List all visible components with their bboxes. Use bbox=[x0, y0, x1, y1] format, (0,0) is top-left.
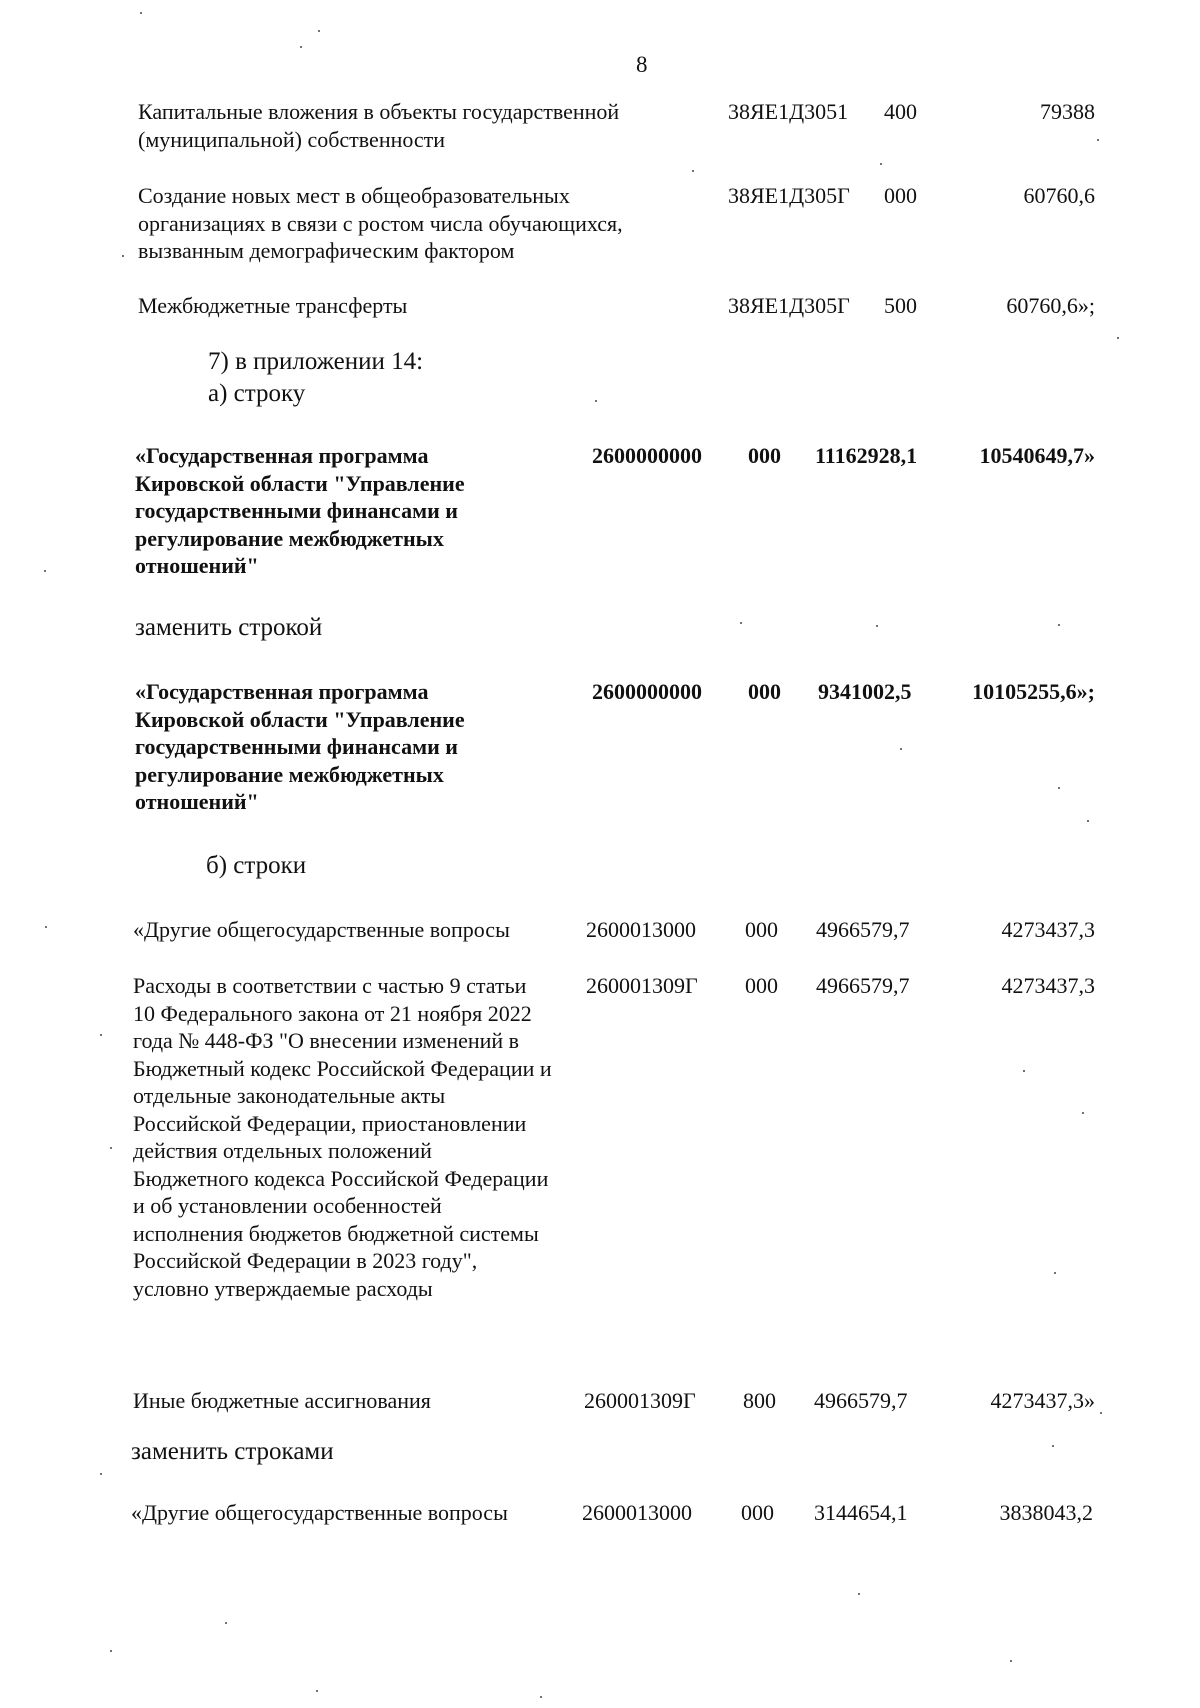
row-expense-type: 800 bbox=[743, 1388, 776, 1413]
row-code: 2600013000 bbox=[586, 917, 696, 942]
row-description: Капитальные вложения в объекты государственной (муниципальной) собственности bbox=[138, 99, 620, 152]
row-description: «Государственная программа Кировской области "Управление государственными финансами и регулирование межбюджетных отношений" bbox=[135, 679, 465, 814]
row-amount-year2: 10105255,6»; bbox=[972, 679, 1095, 704]
row-amount-year2: 4273437,3 bbox=[1001, 917, 1095, 942]
row-expense-type: 500 bbox=[884, 293, 917, 318]
row-expense-type: 000 bbox=[884, 183, 917, 208]
row-code: 2600000000 bbox=[592, 443, 702, 468]
row-code: 2600013000 bbox=[582, 1500, 692, 1525]
row-code: 260001309Г bbox=[584, 1388, 696, 1413]
row-expense-type: 000 bbox=[745, 973, 778, 998]
section-heading-7: 7) в приложении 14: bbox=[208, 348, 424, 375]
row-code: 38ЯЕ1Д3051 bbox=[728, 99, 849, 124]
row-amount-year2: 10540649,7» bbox=[979, 443, 1095, 468]
row-expense-type: 000 bbox=[745, 917, 778, 942]
row-amount-year1: 4966579,7 bbox=[816, 917, 910, 942]
row-amount: 60760,6»; bbox=[1006, 293, 1095, 318]
row-code: 260001309Г bbox=[586, 973, 698, 998]
row-description: «Государственная программа Кировской области "Управление государственными финансами и регулирование межбюджетных отношений" bbox=[135, 443, 465, 578]
row-amount: 79388 bbox=[1040, 99, 1095, 124]
row-code: 2600000000 bbox=[592, 679, 702, 704]
replace-with-rows-label: заменить строками bbox=[131, 1438, 334, 1465]
row-amount-year2: 3838043,2 bbox=[999, 1500, 1093, 1525]
row-code: 38ЯЕ1Д305Г bbox=[728, 183, 850, 208]
row-expense-type: 000 bbox=[748, 679, 781, 704]
row-amount-year2: 4273437,3 bbox=[1001, 973, 1095, 998]
row-amount-year1: 11162928,1 bbox=[815, 443, 918, 468]
row-description: Расходы в соответствии с частью 9 статьи 10 Федерального закона от 21 ноября 2022 года № 448-ФЗ "О внесении изменений в Бюджетный кодекс Российской Федерации и отдельные законодательные акты Российской Федерации, приостановлении действия отдельных положений Бюджетного кодекса Российской Федерации и об установлении особенностей исполнения бюджетов бюджетной системы Российской Федерации в 2023 году", условно утверждаемые расходы bbox=[133, 973, 552, 1301]
row-amount-year1: 3144654,1 bbox=[814, 1500, 908, 1525]
section-heading-a: а) строку bbox=[208, 380, 306, 407]
row-description: «Другие общегосударственные вопросы bbox=[133, 917, 510, 942]
row-amount-year1: 4966579,7 bbox=[814, 1388, 908, 1413]
row-amount-year1: 4966579,7 bbox=[816, 973, 910, 998]
row-expense-type: 000 bbox=[748, 443, 781, 468]
row-amount-year1: 9341002,5 bbox=[818, 679, 912, 704]
page-number: 8 bbox=[636, 52, 648, 77]
row-description: «Другие общегосударственные вопросы bbox=[131, 1500, 508, 1525]
replace-with-row-label: заменить строкой bbox=[135, 614, 323, 641]
row-expense-type: 000 bbox=[741, 1500, 774, 1525]
row-code: 38ЯЕ1Д305Г bbox=[728, 293, 850, 318]
row-description: Иные бюджетные ассигнования bbox=[133, 1388, 431, 1413]
section-heading-b: б) строки bbox=[206, 852, 307, 879]
row-expense-type: 400 bbox=[884, 99, 917, 124]
row-description: Создание новых мест в общеобразовательных организациях в связи с ростом числа обучающихся, вызванным демографическим фактором bbox=[138, 183, 623, 263]
row-description: Межбюджетные трансферты bbox=[138, 293, 408, 318]
row-amount: 60760,6 bbox=[1023, 183, 1095, 208]
row-amount-year2: 4273437,3» bbox=[990, 1388, 1095, 1413]
